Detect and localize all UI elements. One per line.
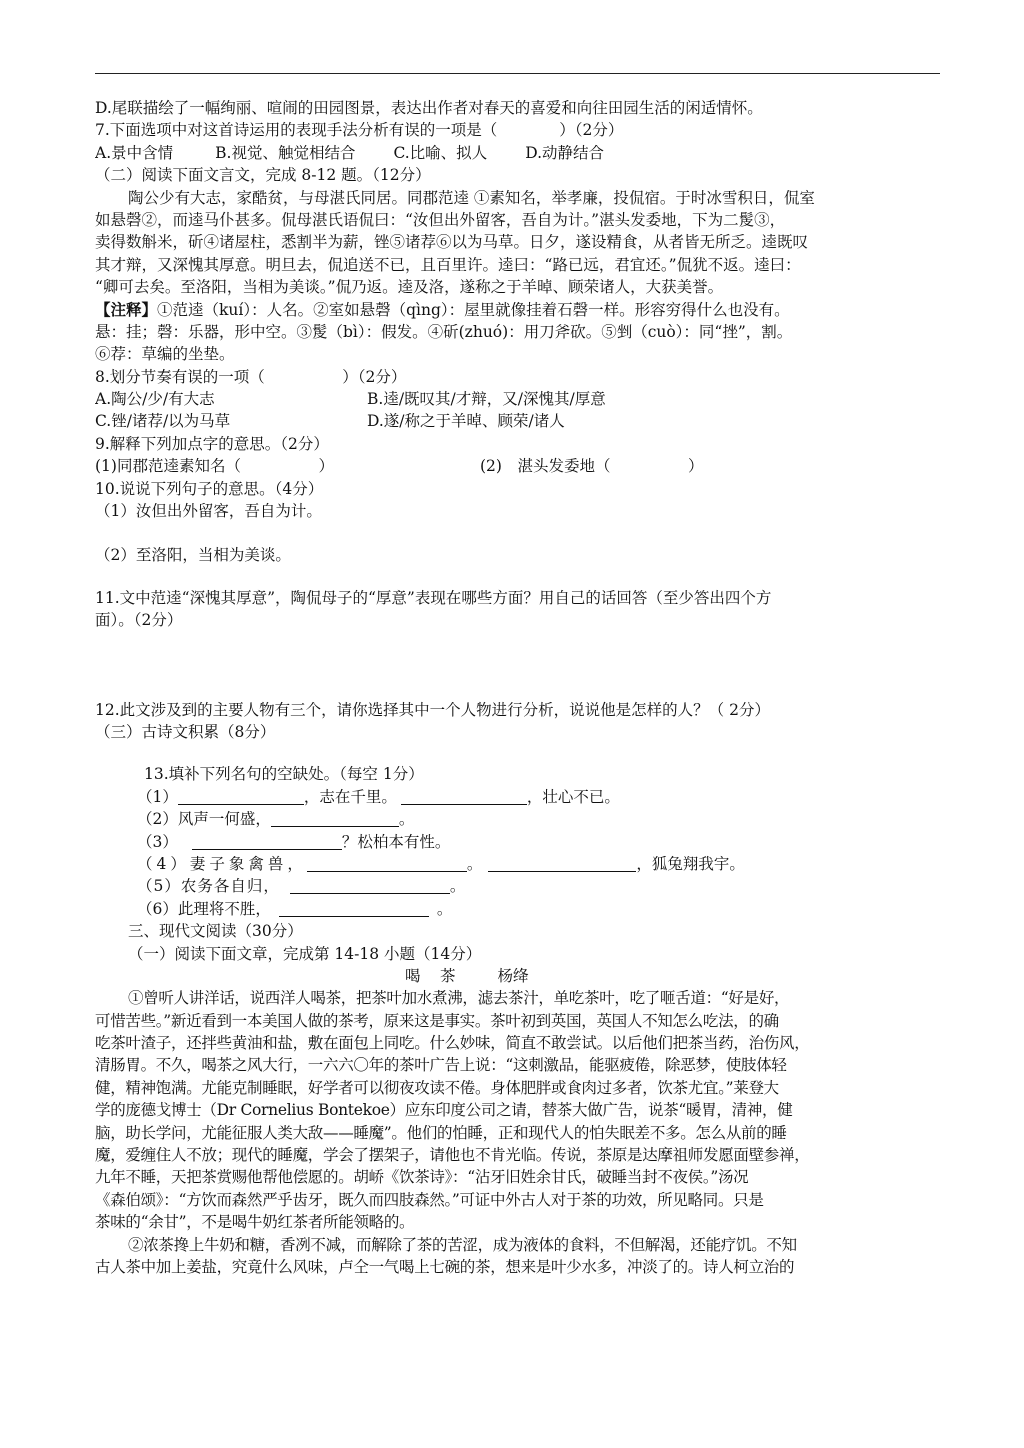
notes-text: ①范逵（kuí）：人名。②室如悬磬（qìng）：屋里就像挂着石磬一样。形容穷得什么也没有。 xyxy=(157,300,790,319)
part3-sub1: （一）阅读下面文章，完成第 14-18 小题（14分） xyxy=(128,944,482,963)
fill-blank[interactable] xyxy=(290,877,450,894)
fill-blank[interactable] xyxy=(307,855,467,872)
q13-line-6: （6）此理将不胜， 。 xyxy=(137,899,453,918)
q10-item-2: （2）至洛阳，当相为美谈。 xyxy=(95,546,291,565)
part3-header: 三、现代文阅读（30分） xyxy=(128,922,303,941)
q9-item-2: (2) 湛头发委地（ ） xyxy=(480,457,704,476)
q9-item-1: (1)同郡范逵素知名（ ） xyxy=(95,457,334,476)
article-line: 《森伯颂》：“方饮而森然严乎齿牙，既久而四肢森然。”可证中外古人对于茶的功效，所见略同。只是 xyxy=(95,1190,764,1209)
notes-label: 【注释】 xyxy=(95,299,158,319)
q13-line-2: （2）风声一何盛， 。 xyxy=(137,810,415,829)
article-line: ②浓茶搀上牛奶和糖，香冽不减，而解除了茶的苦涩，成为液体的食料，不但解渴，还能疗饥。不知 xyxy=(128,1235,797,1254)
q13-stem: 13.填补下列名句的空缺处。（每空 1分） xyxy=(144,765,424,784)
q7-option-b: B.视觉、触觉相结合 xyxy=(215,143,356,162)
article-author: 杨绛 xyxy=(497,966,529,985)
fill-blank[interactable] xyxy=(271,810,399,827)
q7-option-a: A.景中含情 xyxy=(95,143,174,162)
notes-line: ⑥荐：草编的坐垫。 xyxy=(95,345,235,364)
fill-blank[interactable] xyxy=(488,855,636,872)
passage-line: 陶公少有大志，家酷贫，与母湛氏同居。同郡范逵 ①素知名，举孝廉，投侃宿。于时冰雪积日，侃室 xyxy=(128,188,815,207)
header-rule xyxy=(95,73,940,74)
q13-line-3: （3） ？松柏本有性。 xyxy=(137,832,451,851)
q8-option-d: D.遂/称之于羊晫、顾荣/诸人 xyxy=(367,412,565,431)
answer-space xyxy=(95,567,940,587)
fill-blank[interactable] xyxy=(192,833,342,850)
fill-blank[interactable] xyxy=(178,788,304,805)
q8-stem: 8.划分节奏有误的一项（ ）（2分） xyxy=(95,367,407,386)
article-line: 吃茶叶渣子，还拌些黄油和盐，敷在面包上同吃。什么妙味，简直不敢尝试。以后他们把茶当药，治伤风， xyxy=(95,1034,810,1053)
article-line: ①曾听人讲洋话，说西洋人喝茶，把茶叶加水煮沸，滤去茶汁，单吃茶叶，吃了咂舌道：“好是好， xyxy=(128,989,790,1008)
notes-line xyxy=(95,299,940,321)
article-title: 喝 茶 xyxy=(405,966,458,985)
q11-stem-line-1: 11.文中范逵“深愧其厚意”，陶侃母子的“厚意”表现在哪些方面？用自己的话回答（至少答出四个方 xyxy=(95,588,772,607)
q8-option-b: B.逵/既叹其/才辩，又/深愧其/厚意 xyxy=(367,390,606,409)
article-line: 九年不睡，天把茶赏赐他帮他偿愿的。胡峤《饮茶诗》：“沾牙旧姓余甘氏，破睡当封不夜侯。”汤况 xyxy=(95,1168,749,1187)
q13-line-4: （4）妻子象禽兽， 。 ，狐兔翔我宇。 xyxy=(137,854,745,873)
passage-line: 如悬磬②，而逵马仆甚多。侃母湛氏语侃曰：“汝但出外留客，吾自为计。”湛头发委地，下为二髲③， xyxy=(95,210,786,229)
notes-line: 悬：挂；磬：乐器，形中空。③髲（bì）：假发。④斫(zhuó)：用刀斧砍。⑤剉（cuò）：同“挫”，割。 xyxy=(95,322,793,341)
q7-stem: 7.下面选项中对这首诗运用的表现手法分析有误的一项是（ ）（2分） xyxy=(95,121,624,140)
q9-stem: 9.解释下列加点字的意思。（2分） xyxy=(95,434,329,453)
q10-item-1: （1）汝但出外留客，吾自为计。 xyxy=(95,502,322,521)
q12-stem: 12.此文涉及到的主要人物有三个，请你选择其中一个人物进行分析，说说他是怎样的人？（ 2分） xyxy=(95,700,770,719)
q8-option-c: C.锉/诸荐/以为马草 xyxy=(95,412,231,431)
q9-items xyxy=(95,455,940,477)
q8-options-row2 xyxy=(95,410,940,432)
poetry-section-header: （三）古诗文积累（8分） xyxy=(95,722,276,741)
article-line: 清肠胃。不久，喝茶之风大行，一六六〇年的茶叶广告上说：“这刺激品，能驱疲倦，除恶梦，使肢体轻 xyxy=(95,1056,787,1075)
fill-blank[interactable] xyxy=(401,788,527,805)
answer-space xyxy=(95,522,940,544)
passage-line: “卿可去矣。至洛阳，当相为美谈。”侃乃返。逵及洛，遂称之于羊晫、顾荣诸人，大获美誉。 xyxy=(95,278,724,297)
exam-page xyxy=(95,97,940,1278)
q8-option-a: A.陶公/少/有大志 xyxy=(95,390,215,409)
fill-blank[interactable] xyxy=(279,900,429,917)
article-line: 可惜苦些。”新近看到一本美国人做的茶考，原来这是事实。茶叶初到英国，英国人不知怎么吃法，的确 xyxy=(95,1011,779,1030)
q10-stem: 10.说说下列句子的意思。（4分） xyxy=(95,479,324,498)
article-line: 学的庞德戈博士（Dr Cornelius Bontekoe）应东印度公司之请，替茶大做广告，说茶“暖胃，清神，健 xyxy=(95,1101,793,1120)
q13-line-5: （5）农务各自归， 。 xyxy=(137,877,466,896)
answer-space xyxy=(95,632,940,699)
passage-line: 卖得数斛米，斫④诸屋柱，悉割半为薪，锉⑤诸荐⑥以为马草。日夕，遂设精食，从者皆无所乏。逵既叹 xyxy=(95,233,809,252)
article-line: 魔，爱缠住人不放；现代的睡魔，学会了摆架子，请他也不肯光临。传说，茶原是达摩祖师发愿面壁参禅， xyxy=(95,1146,810,1165)
article-heading xyxy=(95,965,940,987)
q8-options-row1 xyxy=(95,388,940,410)
article-line: 茶味的“余甘”，不是喝牛奶红茶者所能领略的。 xyxy=(95,1213,415,1232)
article-line: 脑，助长学问，尤能征服人类大敌——睡魔”。他们的怕睡，正和现代人的怕失眠差不多。怎么从前的睡 xyxy=(95,1123,787,1142)
q7-option-c: C.比喻、拟人 xyxy=(393,143,488,162)
article-line: 古人茶中加上姜盐，究竟什么风味，卢仝一气喝上七碗的茶，想来是叶少水多，冲淡了的。诗人柯立治的 xyxy=(95,1257,795,1276)
q11-stem-line-2: 面）。（2分） xyxy=(95,611,183,630)
q13-line-1: （1） ，志在千里。 ，壮心不已。 xyxy=(137,787,620,806)
classical-section-header: （二）阅读下面文言文，完成 8-12 题。（12分） xyxy=(95,166,431,185)
q7-options xyxy=(95,142,940,164)
article-line: 健，精神饱满。尤能克制睡眠，好学者可以彻夜攻读不倦。身体肥胖或食肉过多者，饮茶尤宜。”莱登大 xyxy=(95,1078,779,1097)
q6-option-d: D.尾联描绘了一幅绚丽、喧闹的田园图景，表达出作者对春天的喜爱和向往田园生活的闲适情怀。 xyxy=(95,99,763,117)
passage-line: 其才辩，又深愧其厚意。明旦去，侃追送不已，且百里许。逵曰：“路已远，君宜还。”侃犹不返。逵曰： xyxy=(95,255,801,274)
q7-option-d: D.动静结合 xyxy=(525,143,605,162)
